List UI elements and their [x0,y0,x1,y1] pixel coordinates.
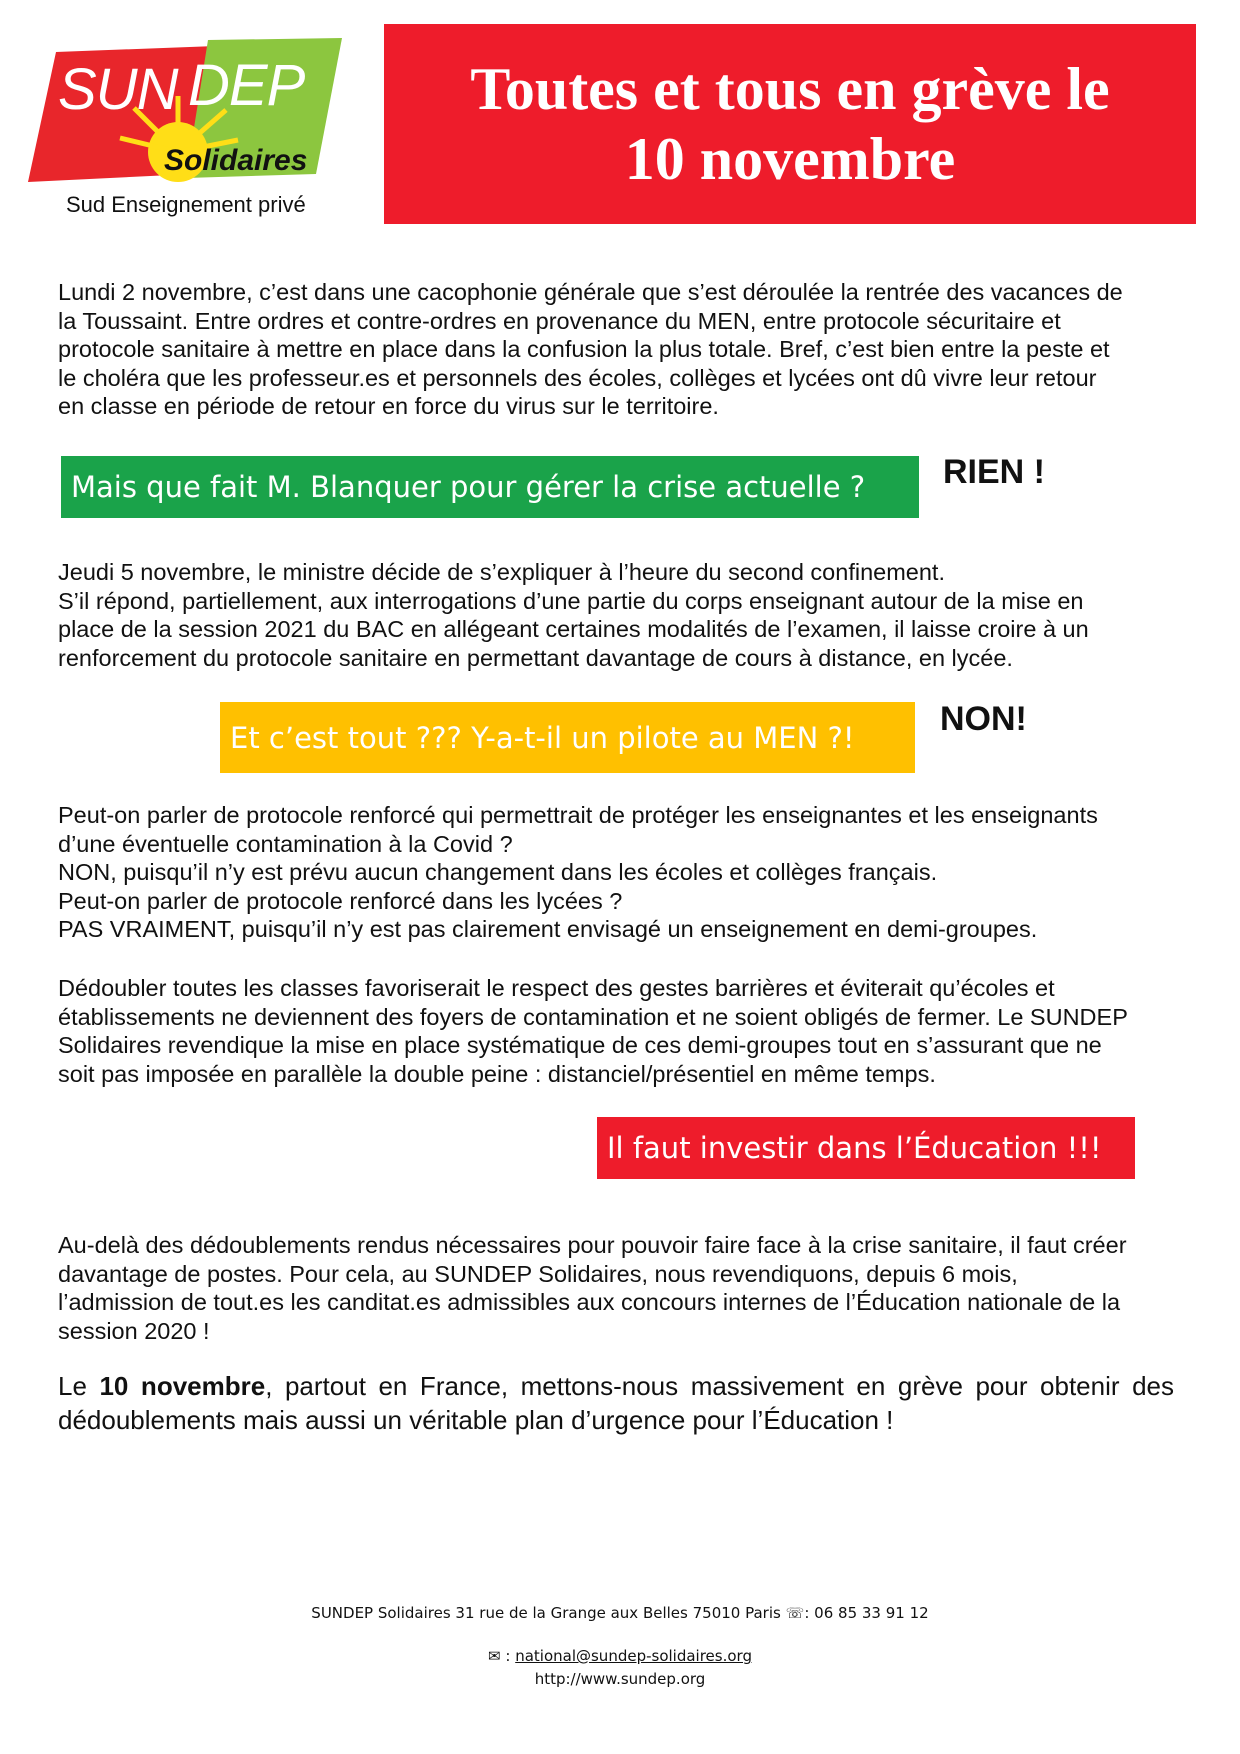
logo-sun-text: SUN [58,57,178,122]
postes-paragraph [58,1231,1174,1345]
text-line: établissements ne deviennent des foyers de contamination et ne soient obligés de fermer. Le SUNDEP [58,1003,1128,1030]
text-line: PAS VRAIMENT, puisqu’il n’y est pas clairement envisagé un enseignement en demi-groupes. [58,916,1038,942]
text-line: session 2020 ! [58,1317,210,1344]
sundep-logo [16,34,356,224]
text-line: NON, puisqu’il n’y est prévu aucun changement dans les écoles et collèges français. [58,859,938,885]
text-line: Jeudi 5 novembre, le ministre décide de s’expliquer à l’heure du second confinement. [58,559,945,585]
title-line-2: 10 novembre [624,126,956,192]
text-line: Dédoubler toutes les classes favoriserait le respect des gestes barrières et éviterait qu’écoles et [58,975,1055,1001]
text-line: le choléra que les professeur.es et personnels des écoles, collèges et lycées ont dû vivre leur retour [58,364,1097,391]
text-line: place de la session 2021 du BAC en allégeant certaines modalités de l’examen, il laisse croire à un [58,616,1089,642]
text-line: protocole sanitaire à mettre en place dans la confusion la plus totale. Bref, c’est bien entre la peste et [58,336,1110,362]
text-line: davantage de postes. Pour cela, au SUNDEP Solidaires, nous revendiquons, depuis 6 mois, [58,1260,1018,1287]
footer-address: SUNDEP Solidaires 31 rue de la Grange aux Belles 75010 Paris [311,1604,781,1622]
text-line: d’une éventuelle contamination à la Covid ? [58,830,513,857]
callout-blanquer [61,456,919,518]
minister-paragraph [58,558,1174,672]
text-line: en classe en période de retour en force du virus sur le territoire. [58,393,719,419]
logo-dep-text: DEP [188,53,305,118]
final-date: 10 novembre [99,1371,266,1401]
phone-icon: ☏ [785,1604,805,1622]
page-title [384,24,1196,224]
text-line: soit pas imposée en parallèle la double peine : distanciel/présentiel en même temps. [58,1060,936,1087]
logo-subtitle: Sud Enseignement privé [66,192,306,217]
answer-non: NON! [940,700,1027,738]
footer-address-line [0,1604,1240,1622]
text-line: Peut-on parler de protocole renforcé qui permettrait de protéger les enseignantes et les enseignants [58,802,1098,828]
intro-paragraph [58,278,1174,421]
text-line: Solidaires revendique la mise en place systématique de ces demi-groupes tout en s’assurant que ne [58,1032,1102,1058]
callout-investir [597,1117,1135,1179]
callout-investir-text: Il faut investir dans l’Éducation !!! [607,1131,1102,1165]
footer-website-line [0,1670,1240,1688]
footer-email-prefix: : [500,1647,516,1665]
text-line: S’il répond, partiellement, aux interrogations d’une partie du corps enseignant autour de la mise en [58,587,1084,614]
text-line: la Toussaint. Entre ordres et contre-ordres en provenance du MEN, entre protocole sécuritaire et [58,307,1061,334]
envelope-icon: ✉ [488,1647,501,1665]
dedoubler-paragraph [58,974,1174,1088]
final-call [58,1369,1174,1437]
footer-website[interactable]: http://www.sundep.org [534,1670,706,1688]
text-line: l’admission de tout.es les canditat.es admissibles aux concours internes de l’Éducation nationale de la [58,1289,1121,1315]
title-line-1: Toutes et tous en grève le [470,56,1110,122]
text-line: Lundi 2 novembre, c’est dans une cacophonie générale que s’est déroulée la rentrée des vacances de [58,279,1123,305]
footer-phone: : 06 85 33 91 12 [804,1604,929,1622]
text-line: renforcement du protocole sanitaire en permettant davantage de cours à distance, en lycée. [58,644,1013,671]
text-line: Peut-on parler de protocole renforcé dans les lycées ? [58,887,623,914]
protocol-paragraph [58,801,1174,944]
callout-pilote-text: Et c’est tout ??? Y-a-t-il un pilote au MEN ?! [230,720,855,755]
footer-email-link[interactable]: national@sundep-solidaires.org [515,1647,752,1665]
callout-pilote [220,702,915,773]
footer-email-line [0,1647,1240,1665]
callout-blanquer-text: Mais que fait M. Blanquer pour gérer la crise actuelle ? [71,470,866,504]
answer-rien: RIEN ! [943,453,1045,491]
final-prefix: Le [58,1371,100,1401]
text-line: Au-delà des dédoublements rendus nécessaires pour pouvoir faire face à la crise sanitaire, il faut créer [58,1232,1127,1258]
logo-solidaires-text: Solidaires [164,144,308,177]
final-rest: , partout en France, mettons-nous massivement en grève pour obtenir des dédoublements mais aussi un véritable plan d’urgence pour l’Éducation ! [58,1371,1174,1435]
